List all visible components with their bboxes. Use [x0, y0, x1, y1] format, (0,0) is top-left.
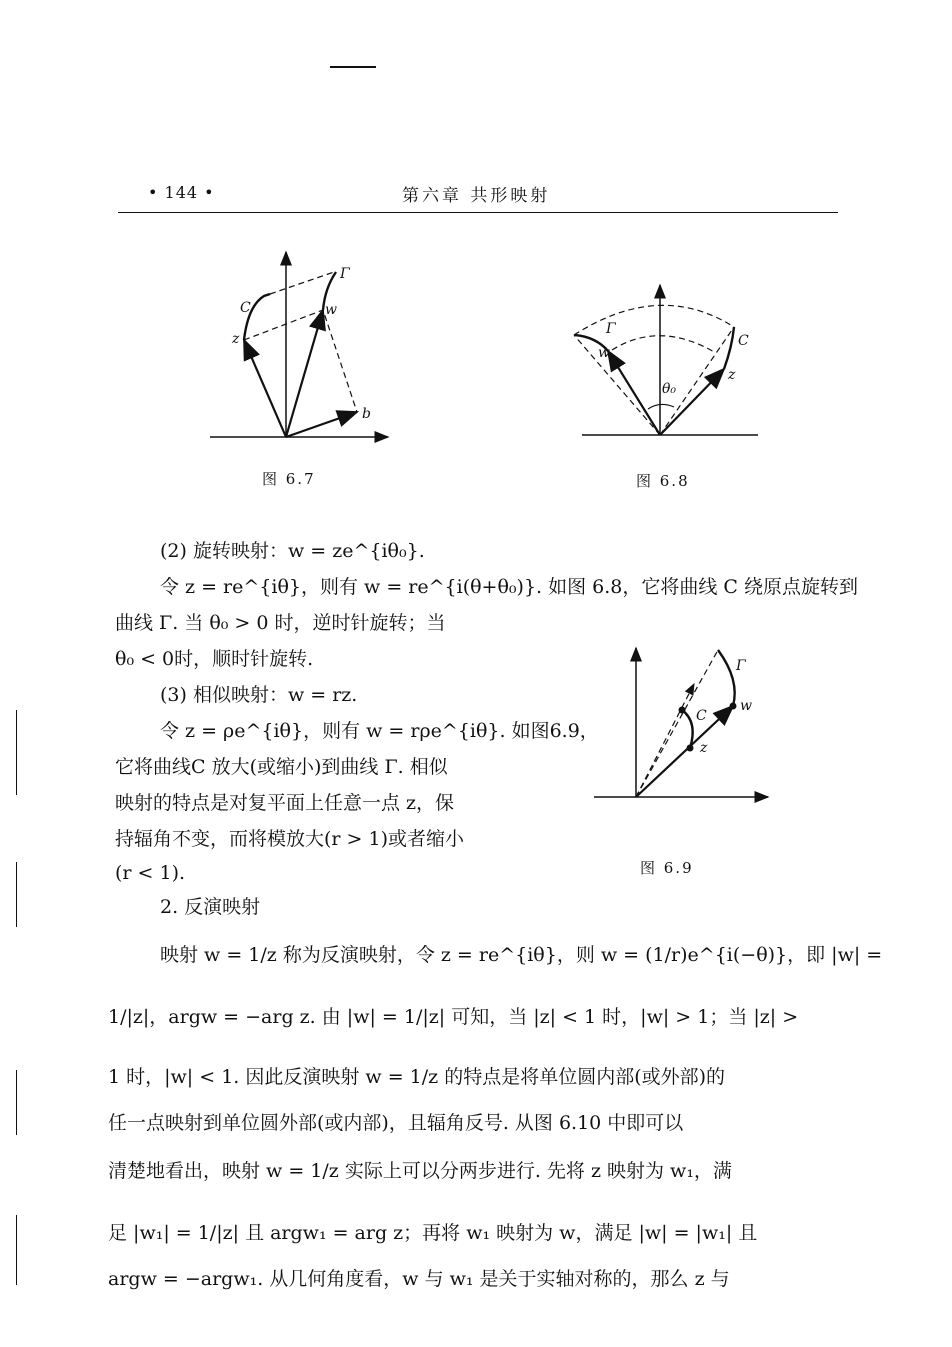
text-line-6: 令 z = ρe^{iθ}，则有 w = rρe^{iθ}. 如图6.9，: [160, 720, 599, 742]
chapter-title: 第六章 共形映射: [402, 186, 551, 206]
label-w: w: [325, 302, 337, 318]
curve-Gamma: [718, 650, 735, 706]
text-line-4: θ₀ < 0时，顺时针旋转.: [115, 648, 314, 670]
angle-arc: [648, 404, 674, 409]
header-rule: [118, 212, 838, 213]
vector-z: [244, 340, 286, 437]
top-mark: [330, 66, 376, 68]
text-line-9: 持辐角不变，而将模放大(r > 1)或者缩小: [115, 828, 464, 850]
text-line-2: 令 z = re^{iθ}，则有 w = re^{i(θ+θ₀)}. 如图 6.8，它将曲线 C 绕原点旋转到: [160, 576, 858, 598]
inner-arc: [612, 336, 716, 353]
text-line-15: 任一点映射到单位圆外部(或内部)，且辐角反号. 从图 6.10 中即可以: [108, 1112, 684, 1134]
dashed-arrow: [636, 684, 694, 797]
text-line-7: 它将曲线C 放大(或缩小)到曲线 Γ. 相似: [115, 756, 448, 778]
label-z: z: [728, 367, 736, 383]
text-line-16: 清楚地看出，映射 w = 1/z 实际上可以分两步进行. 先将 z 映射为 w₁，满: [108, 1160, 732, 1182]
vector-w: [608, 351, 660, 435]
figure-6-7: [200, 240, 400, 450]
text-line-14: 1 时，|w| < 1. 因此反演映射 w = 1/z 的特点是将单位圆内部(或外部)的: [108, 1066, 726, 1088]
translation-parallelogram: [244, 310, 357, 412]
text-line-17: 足 |w₁| = 1/|z| 且 argw₁ = arg z；再将 w₁ 映射为 w，满足 |w| = |w₁| 且: [108, 1222, 758, 1244]
label-z: z: [700, 740, 708, 756]
point-w: [730, 703, 737, 710]
label-z: z: [232, 331, 240, 347]
text-line-1: (2) 旋转映射：w = ze^{iθ₀}.: [160, 540, 425, 562]
vector-b: [286, 412, 357, 437]
point-z: [687, 745, 694, 752]
caption-figure-6-7: 图 6.7: [262, 470, 316, 488]
label-Gamma: Γ: [736, 658, 746, 674]
figure-6-8-drawing: [570, 275, 770, 445]
text-line-10: (r < 1).: [115, 862, 186, 884]
label-Gamma: Γ: [340, 266, 350, 282]
label-Gamma: Γ: [606, 321, 616, 337]
caption-figure-6-9: 图 6.9: [640, 859, 694, 877]
figure-6-7-drawing: [200, 240, 400, 450]
text-line-8: 映射的特点是对复平面上任意一点 z，保: [115, 792, 455, 814]
label-w: w: [740, 698, 752, 714]
margin-line-3: [16, 1070, 17, 1135]
margin-line-2: [16, 862, 17, 927]
vector-w: [286, 310, 323, 437]
caption-figure-6-8: 图 6.8: [636, 472, 690, 490]
label-b: b: [362, 406, 371, 422]
margin-line-4: [16, 1215, 17, 1285]
curve-C: [682, 710, 693, 748]
figure-6-8: [570, 275, 770, 445]
label-w: w: [598, 345, 610, 361]
label-theta0: θ₀: [662, 381, 677, 397]
figure-6-9-drawing: [590, 640, 780, 810]
margin-line-1: [16, 710, 17, 795]
label-C: C: [696, 708, 707, 724]
page-number: • 144 •: [148, 183, 215, 202]
figure-6-9: [590, 640, 780, 810]
outer-arc: [574, 305, 734, 335]
text-line-12: 映射 w = 1/z 称为反演映射，令 z = re^{iθ}，则 w = (1/r)e^{i(−θ)}，即 |w| =: [160, 944, 883, 966]
text-line-13: 1/|z|，argw = −arg z. 由 |w| = 1/|z| 可知，当 |z| < 1 时，|w| > 1；当 |z| >: [108, 1006, 799, 1028]
translation-line-top: [270, 272, 334, 294]
text-line-5: (3) 相似映射：w = rz.: [160, 684, 358, 706]
label-C: C: [738, 333, 749, 349]
vector-z: [660, 369, 724, 435]
section-heading: 2. 反演映射: [160, 896, 261, 918]
point-C-top: [679, 707, 686, 714]
text-line-18: argw = −argw₁. 从几何角度看，w 与 w₁ 是关于实轴对称的，那么 z 与: [108, 1268, 730, 1290]
label-C: C: [240, 300, 251, 316]
vector-w: [636, 706, 733, 797]
ray-left: [574, 335, 660, 435]
text-line-3: 曲线 Γ. 当 θ₀ > 0 时，逆时针旋转；当: [115, 612, 446, 634]
